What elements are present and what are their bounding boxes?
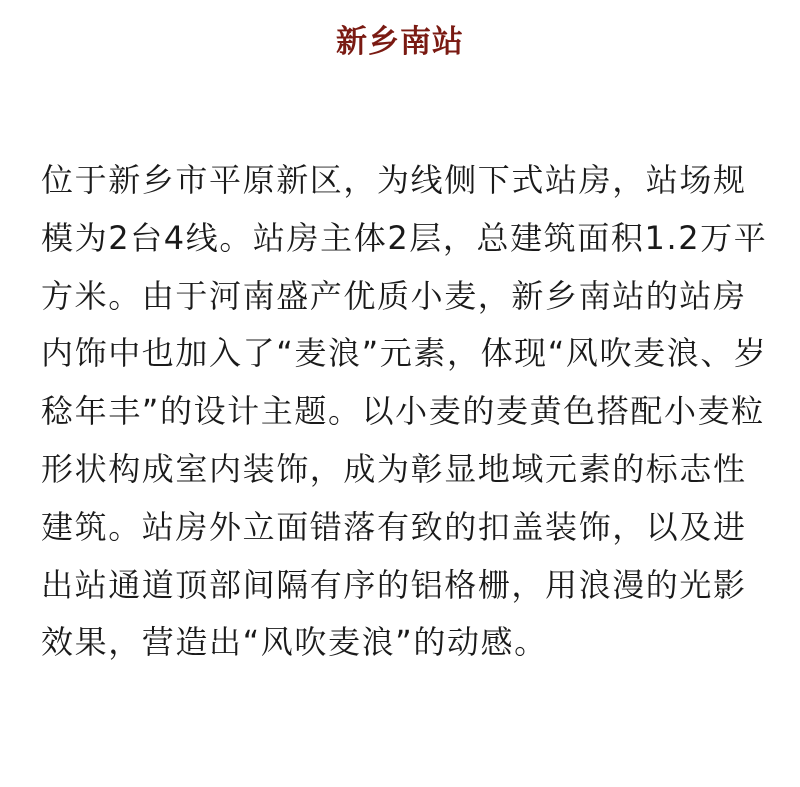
paragraph-line: 内饰中也加入了“麦浪”元素，体现“风吹麦浪、岁 (41, 334, 768, 373)
paragraph-line: 模为2台4线。站房主体2层，总建筑面积1.2万平 (41, 218, 768, 257)
paragraph-line: 稔年丰”的设计主题。以小麦的麦黄色搭配小麦粒 (41, 392, 765, 431)
paragraph-line: 出站通道顶部间隔有序的铝格栅，用浪漫的光影 (41, 565, 747, 604)
paragraph-line: 效果，营造出“风吹麦浪”的动感。 (41, 623, 548, 662)
paragraph-line: 位于新乡市平原新区，为线侧下式站房，站场规 (41, 161, 747, 199)
paragraph-line: 建筑。站房外立面错落有致的扣盖装饰，以及进 (41, 507, 747, 546)
article-body (41, 152, 781, 672)
paragraph-line: 方米。由于河南盛产优质小麦，新乡南站的站房 (41, 276, 747, 315)
article-title: 新乡南站 (336, 24, 464, 60)
paragraph-line: 形状构成室内装饰，成为彰显地域元素的标志性 (41, 449, 747, 488)
